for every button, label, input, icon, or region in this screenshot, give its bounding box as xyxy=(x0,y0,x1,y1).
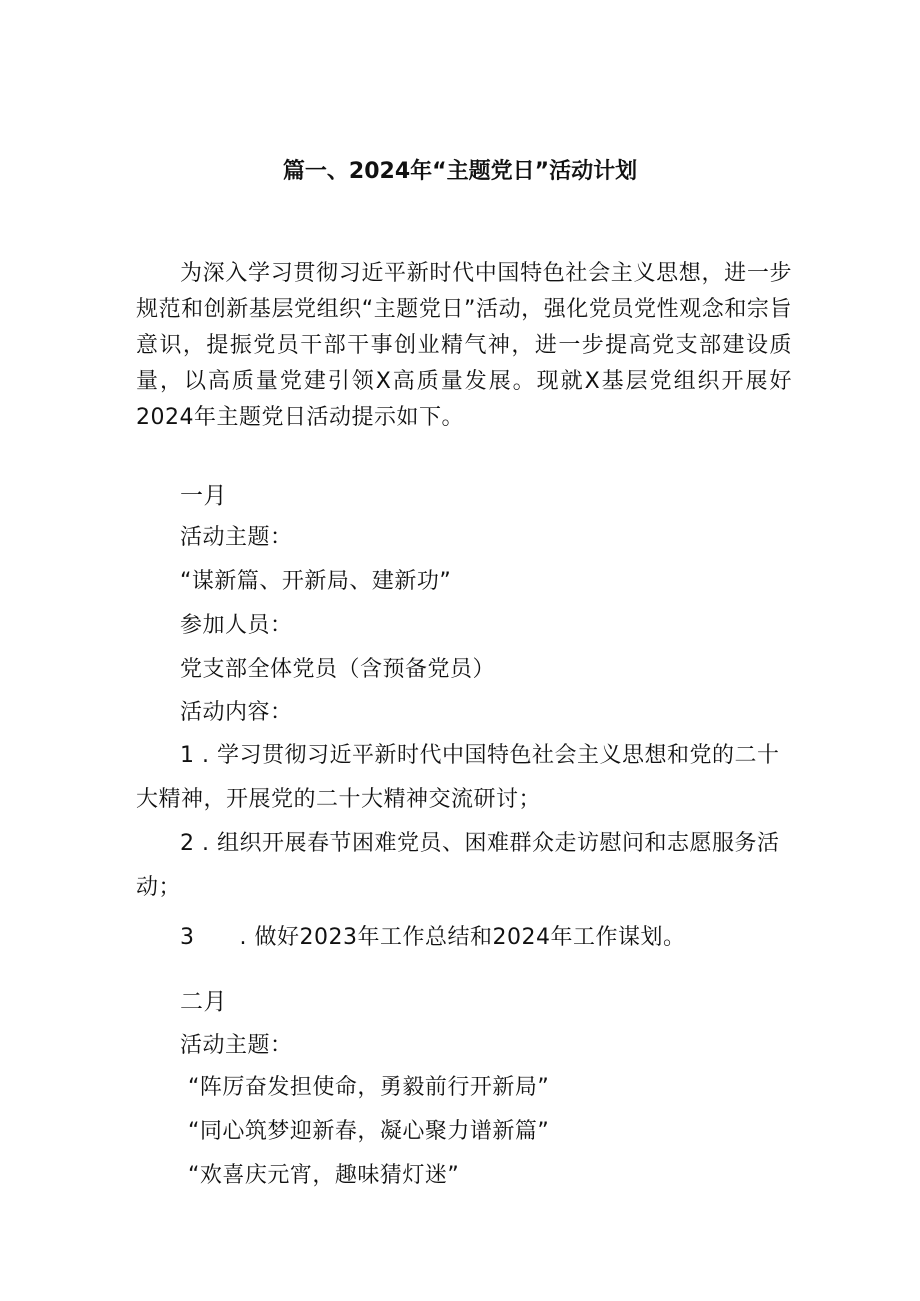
january-content-item-1: 1 . 学习贯彻习近平新时代中国特色社会主义思想和党的二十大精神，开展党的二十大精神交流研讨； xyxy=(136,743,780,812)
february-theme-label: 活动主题： xyxy=(180,1033,293,1058)
intro-paragraph: 为深入学习贯彻习近平新时代中国特色社会主义思想，进一步规范和创新基层党组织“主题党日”活动，强化党员党性观念和宗旨意识，提振党员干部干事创业精气神，进一步提高党支部建设质量，以高质量党建引领X高质量发展。现就X基层党组织开展好2024年主题党日活动提示如下。 xyxy=(136,261,792,430)
january-heading: 一月 xyxy=(180,483,227,509)
february-heading: 二月 xyxy=(180,989,227,1015)
february-theme-2: “同心筑梦迎新春，凝心聚力谱新篇” xyxy=(188,1119,550,1144)
february-theme-1: “阵厉奋发担使命，勇毅前行开新局” xyxy=(188,1075,550,1100)
document-title: 篇一、2024年“主题党日”活动计划 xyxy=(282,159,638,184)
january-theme-label: 活动主题： xyxy=(180,525,293,550)
january-theme: “谋新篇、开新局、建新功” xyxy=(180,569,452,594)
january-content-item-3: 3 . 做好2023年工作总结和2024年工作谋划。 xyxy=(180,925,686,950)
january-participants: 党支部全体党员（含预备党员） xyxy=(180,657,496,682)
january-content-label: 活动内容： xyxy=(180,700,293,725)
january-content-item-2: 2 . 组织开展春节困难党员、困难群众走访慰问和志愿服务活动； xyxy=(136,831,780,900)
february-theme-3: “欢喜庆元宵，趣味猜灯迷” xyxy=(188,1163,460,1188)
january-participants-label: 参加人员： xyxy=(180,613,293,638)
